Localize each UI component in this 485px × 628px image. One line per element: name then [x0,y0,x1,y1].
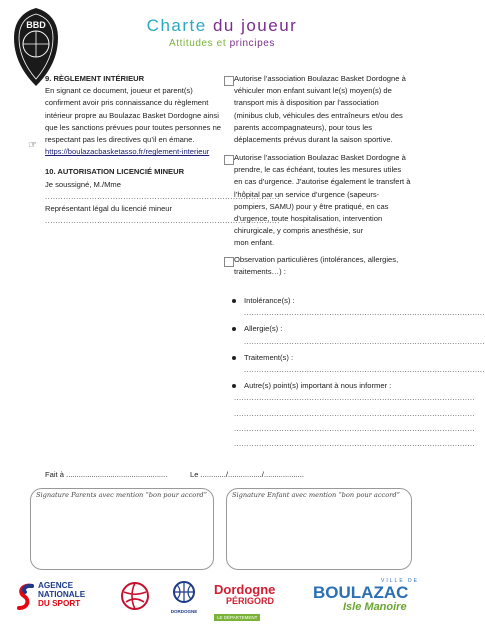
dotted-field[interactable]: ................................................................................................ [234,393,475,403]
signature-enfant-label: Signature Enfant avec mention “bon pour accord” [232,491,400,499]
observations-list [226,295,485,450]
representant-label: Représentant légal du licencié mineur [45,204,173,214]
dotted-field[interactable]: ................................................................................................ [234,423,475,433]
list-item [226,307,485,319]
auth2-line: Autorise l’association Boulazac Basket Dordogne à [234,153,406,162]
auth1-line: parents accompagnateurs), pour tous les [234,122,373,132]
emergency-checkbox[interactable] [224,155,234,165]
logo-text: BBD [26,20,46,30]
section-10-heading: 10. AUTORISATION LICENCIÉ MINEUR [45,167,185,177]
observ-line: Observation particulières (intolérances, allergies, [234,255,399,264]
dordogne-perigord-line-1: Dordogne [214,582,276,597]
observ-line: traitements…) : [234,267,286,277]
dotted-field[interactable]: ................................................................................................ [244,336,485,346]
auth1-line: véhiculer mon enfant suivant le(s) moyen(s) de [234,86,392,96]
boulazac-logo [313,578,431,618]
ans-line-1: AGENCE [38,581,74,590]
signature-enfant-box[interactable] [226,488,412,570]
dordogne-basket-label: DORDOGNE [170,609,198,614]
transport-authorization [234,73,412,146]
emergency-authorization [234,152,412,250]
auth2-line: mon enfant. [234,238,275,248]
dotted-field[interactable]: ................................................................................................ [244,308,485,318]
auth2-line: pompiers, SAMU) pour y être pratiqué, en cas [234,201,389,211]
ans-logo [16,580,102,616]
section-9-line: confirment avoir pris connaissance du règlement [45,98,209,108]
section-9-heading: 9. RÈGLEMENT INTÉRIEUR [45,74,145,83]
ans-line-2: NATIONALE [38,590,86,599]
observations-label [234,254,412,278]
title-word-1: Charte [146,16,207,35]
ans-line-3: DU SPORT [38,599,81,608]
section-9-line: En signant ce document, joueur et parent(s) [45,86,193,96]
basketball-federation-icon [120,581,150,611]
dordogne-perigord-logo [214,582,288,620]
left-column [45,73,280,227]
subtitle-and: et [216,38,227,49]
dordogne-basket-logo [168,580,200,614]
boulazac-line-1: BOULAZAC [313,583,409,602]
auth2-line: chirurgicale, y compris anesthésie, sur [234,226,364,236]
auth1-line: Autorise l’association Boulazac Basket Dordogne à [234,74,406,83]
dordogne-basket-icon [172,580,196,604]
reglement-link[interactable]: https://boulazacbasketasso.fr/reglement-interieur [45,147,210,157]
list-item: Traitement(s) : [226,352,412,364]
fait-a-field[interactable]: Fait à ................................................ [45,470,168,479]
auth2-line: d’urgence, toute hospitalisation, intervention [234,214,383,224]
basketball-federation-logo [120,581,150,616]
auth1-line: déplacements prévus durant la saison sportive. [234,135,393,145]
subtitle-word-1: Attitudes [168,38,214,49]
name-field-dots[interactable]: .......................................................................................... [45,191,280,201]
auth2-line: prendre, le cas échéant, toutes les mesures utiles [234,165,402,175]
boulazac-small: VILLE DE [381,578,419,584]
minor-name-field-dots[interactable]: .......................................................................................... [45,216,280,226]
date-field[interactable]: Le ............/................/................... [190,470,304,479]
auth2-line: en cas d’urgence. J’autorise également le transfert à [234,177,411,187]
transport-checkbox[interactable] [224,76,234,86]
observations-checkbox[interactable] [224,257,234,267]
pointing-hand-icon: ☞ [28,140,37,151]
list-item: Autre(s) point(s) important à nous informer : [226,380,412,392]
dotted-field[interactable]: ................................................................................................ [234,408,475,418]
agence-nationale-sport-icon [16,582,36,612]
list-item: Intolérance(s) : [226,295,412,307]
page-subtitle [0,38,444,49]
page-title [0,16,444,36]
auth2-line: l’hôpital par un service d’urgence (sapeurs- [234,189,380,199]
dotted-field[interactable]: ................................................................................................ [244,365,485,375]
dordogne-perigord-line-3: LE DÉPARTEMENT [214,614,260,621]
dordogne-perigord-line-2: PÉRIGORD [226,596,275,606]
section-9-line: intérieur propre au Boulazac Basket Dordogne ainsi [45,110,219,120]
section-9-line: respectant pas les directives qu’il en émane. [45,135,195,145]
auth1-line: (minibus club, véhicules des entraîneurs et/ou des [234,110,403,120]
title-word-2: du joueur [212,16,298,35]
signature-parents-box[interactable] [30,488,214,570]
list-item: Allergie(s) : [226,323,412,335]
section-9-line: que les sanctions prévues pour toutes personnes ne [45,122,222,132]
list-item [226,364,485,376]
dotted-field[interactable]: ................................................................................................ [234,439,475,449]
auth1-line: transport mis à disposition par l’association [234,98,379,108]
boulazac-line-2: Isle Manoire [343,601,407,613]
soussigne-label: Je soussigné, M./Mme [45,179,121,189]
subtitle-word-2: principes [229,38,276,49]
list-item [226,336,485,348]
signature-parents-label: Signature Parents avec mention “bon pour accord” [36,491,208,499]
